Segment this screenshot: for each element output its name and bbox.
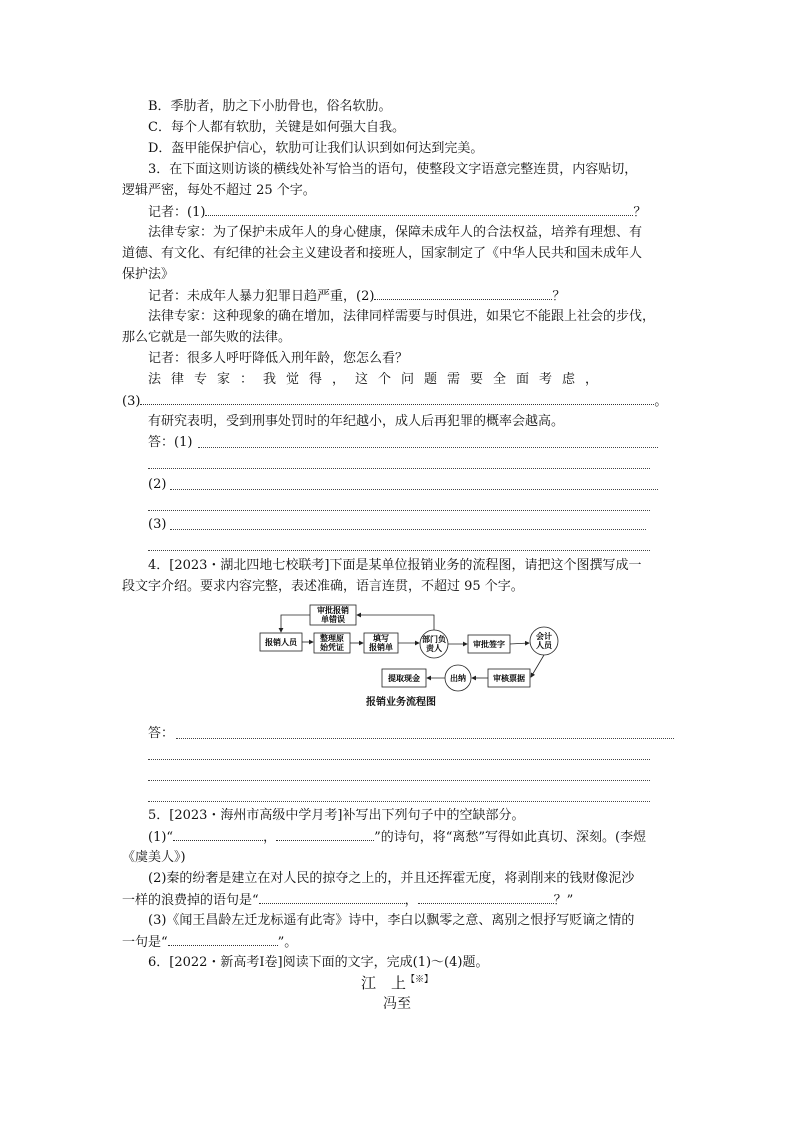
node-organize [314,633,350,653]
node-audit [488,669,530,687]
node-error [310,605,356,625]
node-approve [468,635,510,653]
svg-text:人员: 人员 [536,640,552,650]
question-3-line2: 逻辑严密，每处不超过 25 个字。 [122,183,316,198]
option-c: C．每个人都有软肋，关键是如何强大自我。 [148,120,405,135]
svg-text:出纳: 出纳 [450,673,466,683]
question-4-answer-label: 答： [148,726,175,741]
option-d: D．盔甲能保护信心，软肋可让我们认识到如何达到完美。 [148,141,484,156]
q5-blank-3[interactable] [168,935,278,946]
title-footnote-mark: 【※】 [406,975,434,985]
answer-1-label: 答：(1) [148,435,193,450]
expert-a2-line1: 法律专家：这种现象的确在增加，法律同样需要与时俱进，如果它不能跟上社会的步伐， [148,309,656,324]
q5-blank-1b[interactable] [276,830,374,841]
answer-1-line-b[interactable] [148,467,650,469]
expert-a1-line3: 保护法》 [122,267,175,282]
node-cashier [445,665,471,691]
answer-3-line-b[interactable] [148,549,650,551]
q4-answer-line-1[interactable] [176,737,674,739]
svg-text:整理原: 整理原 [320,633,344,643]
option-b: B．季肋者，肋之下小肋骨也，俗名软肋。 [148,99,392,114]
expert-a3-line3: 有研究表明，受到刑事处罚时的年纪越小，成人后再犯罪的概率会越高。 [148,414,565,429]
q4-answer-line-3[interactable] [148,779,650,781]
node-fill [364,633,398,653]
svg-text:单错误: 单错误 [321,614,345,624]
reporter-q1: 记者：(1) ？ [148,205,647,220]
q5-item-1-line1: (1)“ ， ”的诗句，将“离愁”写得如此真切、深刻。(李煜 [148,830,647,845]
node-cash [382,669,426,687]
reporter-q2: 记者：未成年人暴力犯罪日趋严重，(2) ？ [148,289,566,304]
svg-text:审核票据: 审核票据 [493,673,525,683]
blank-3[interactable] [140,394,654,405]
svg-text:填写: 填写 [373,633,389,643]
q5-item-2-line2: 一样的浪费掉的语句是“ ， ？” [122,893,574,908]
question-3-line1: 3．在下面这则访谈的横线处补写恰当的语句，使整段文字语意完整连贯，内容贴切， [148,162,638,177]
q5-blank-2b[interactable] [418,893,554,904]
svg-text:会计: 会计 [536,631,552,641]
blank-2[interactable] [374,289,552,300]
expert-a3-line1: 法律专家：我觉得，这个问题需要全面考虑， [148,372,609,387]
q5-item-1-line2: 《虞美人》) [122,850,186,865]
q5-item-3-line2: 一句是“ ”。 [122,935,298,950]
node-accountant [530,627,558,655]
expert-a2-line2: 那么它就是一部失败的法律。 [122,330,292,345]
svg-text:报销单: 报销单 [369,642,393,652]
expert-a1-line1: 法律专家：为了保护未成年人的身心健康，保障未成年人的合法权益，培养有理想、有 [148,225,643,240]
question-4-line1: 4．[2023・湖北四地七校联考]下面是某单位报销业务的流程图，请把这个图撰写成一 [148,558,642,573]
q5-blank-2a[interactable] [259,893,405,904]
answer-3-label: (3) [148,517,167,532]
q4-answer-line-2[interactable] [148,758,650,760]
answer-2-line-a[interactable] [170,488,658,490]
expert-a3-line2: (3) 。 [122,394,668,409]
svg-text:部门负: 部门负 [422,634,446,644]
question-4-line2: 段文字介绍。要求内容完整，表述准确，语言连贯，不超过 95 个字。 [122,579,524,594]
svg-text:审批报销: 审批报销 [317,605,349,615]
node-reimburser [260,633,302,651]
expert-a1-line2: 道德、有文化、有纪律的社会主义建设者和接班人，国家制定了《中华人民共和国未成年人 [122,246,643,261]
passage-author: 冯至 [383,996,411,1012]
svg-text:审批签字: 审批签字 [473,639,505,649]
answer-2-line-b[interactable] [148,509,650,511]
answer-3-line-a[interactable] [170,528,646,530]
node-dept-head [420,630,448,658]
passage-title: 江 上【※】 [360,974,434,992]
reporter-q3: 记者：很多人呼吁降低入刑年龄，您怎么看？ [148,351,409,366]
question-6: 6．[2022・新高考Ⅰ卷]阅读下面的文字，完成(1)～(4)题。 [148,955,489,970]
question-5: 5．[2023・海州市高级中学月考]补写出下列句子中的空缺部分。 [148,808,525,823]
reporter-q2-text: 记者：未成年人暴力犯罪日趋严重，(2) [148,289,375,304]
blank-1[interactable] [205,205,633,216]
svg-text:提取现金: 提取现金 [388,673,420,683]
svg-text:责人: 责人 [426,643,442,653]
q5-blank-1a[interactable] [173,830,263,841]
reimbursement-flowchart [258,603,568,698]
flowchart-caption: 报销业务流程图 [366,697,436,708]
svg-text:始凭证: 始凭证 [320,642,344,652]
q5-item-2-line1: (2)秦的纷奢是建立在对人民的掠夺之上的，并且还挥霍无度，将剥削来的钱财像泥沙 [148,871,635,886]
q4-answer-line-4[interactable] [148,800,650,802]
answer-2-label: (2) [148,477,167,492]
answer-1-line-a[interactable] [198,446,658,448]
svg-text:报销人员: 报销人员 [265,637,297,647]
q5-item-3-line1: (3)《闻王昌龄左迁龙标遥有此寄》诗中，李白以飘零之意、离别之恨抒写贬谪之情的 [148,913,635,928]
reporter-q1-text: 记者：(1) [148,205,206,220]
